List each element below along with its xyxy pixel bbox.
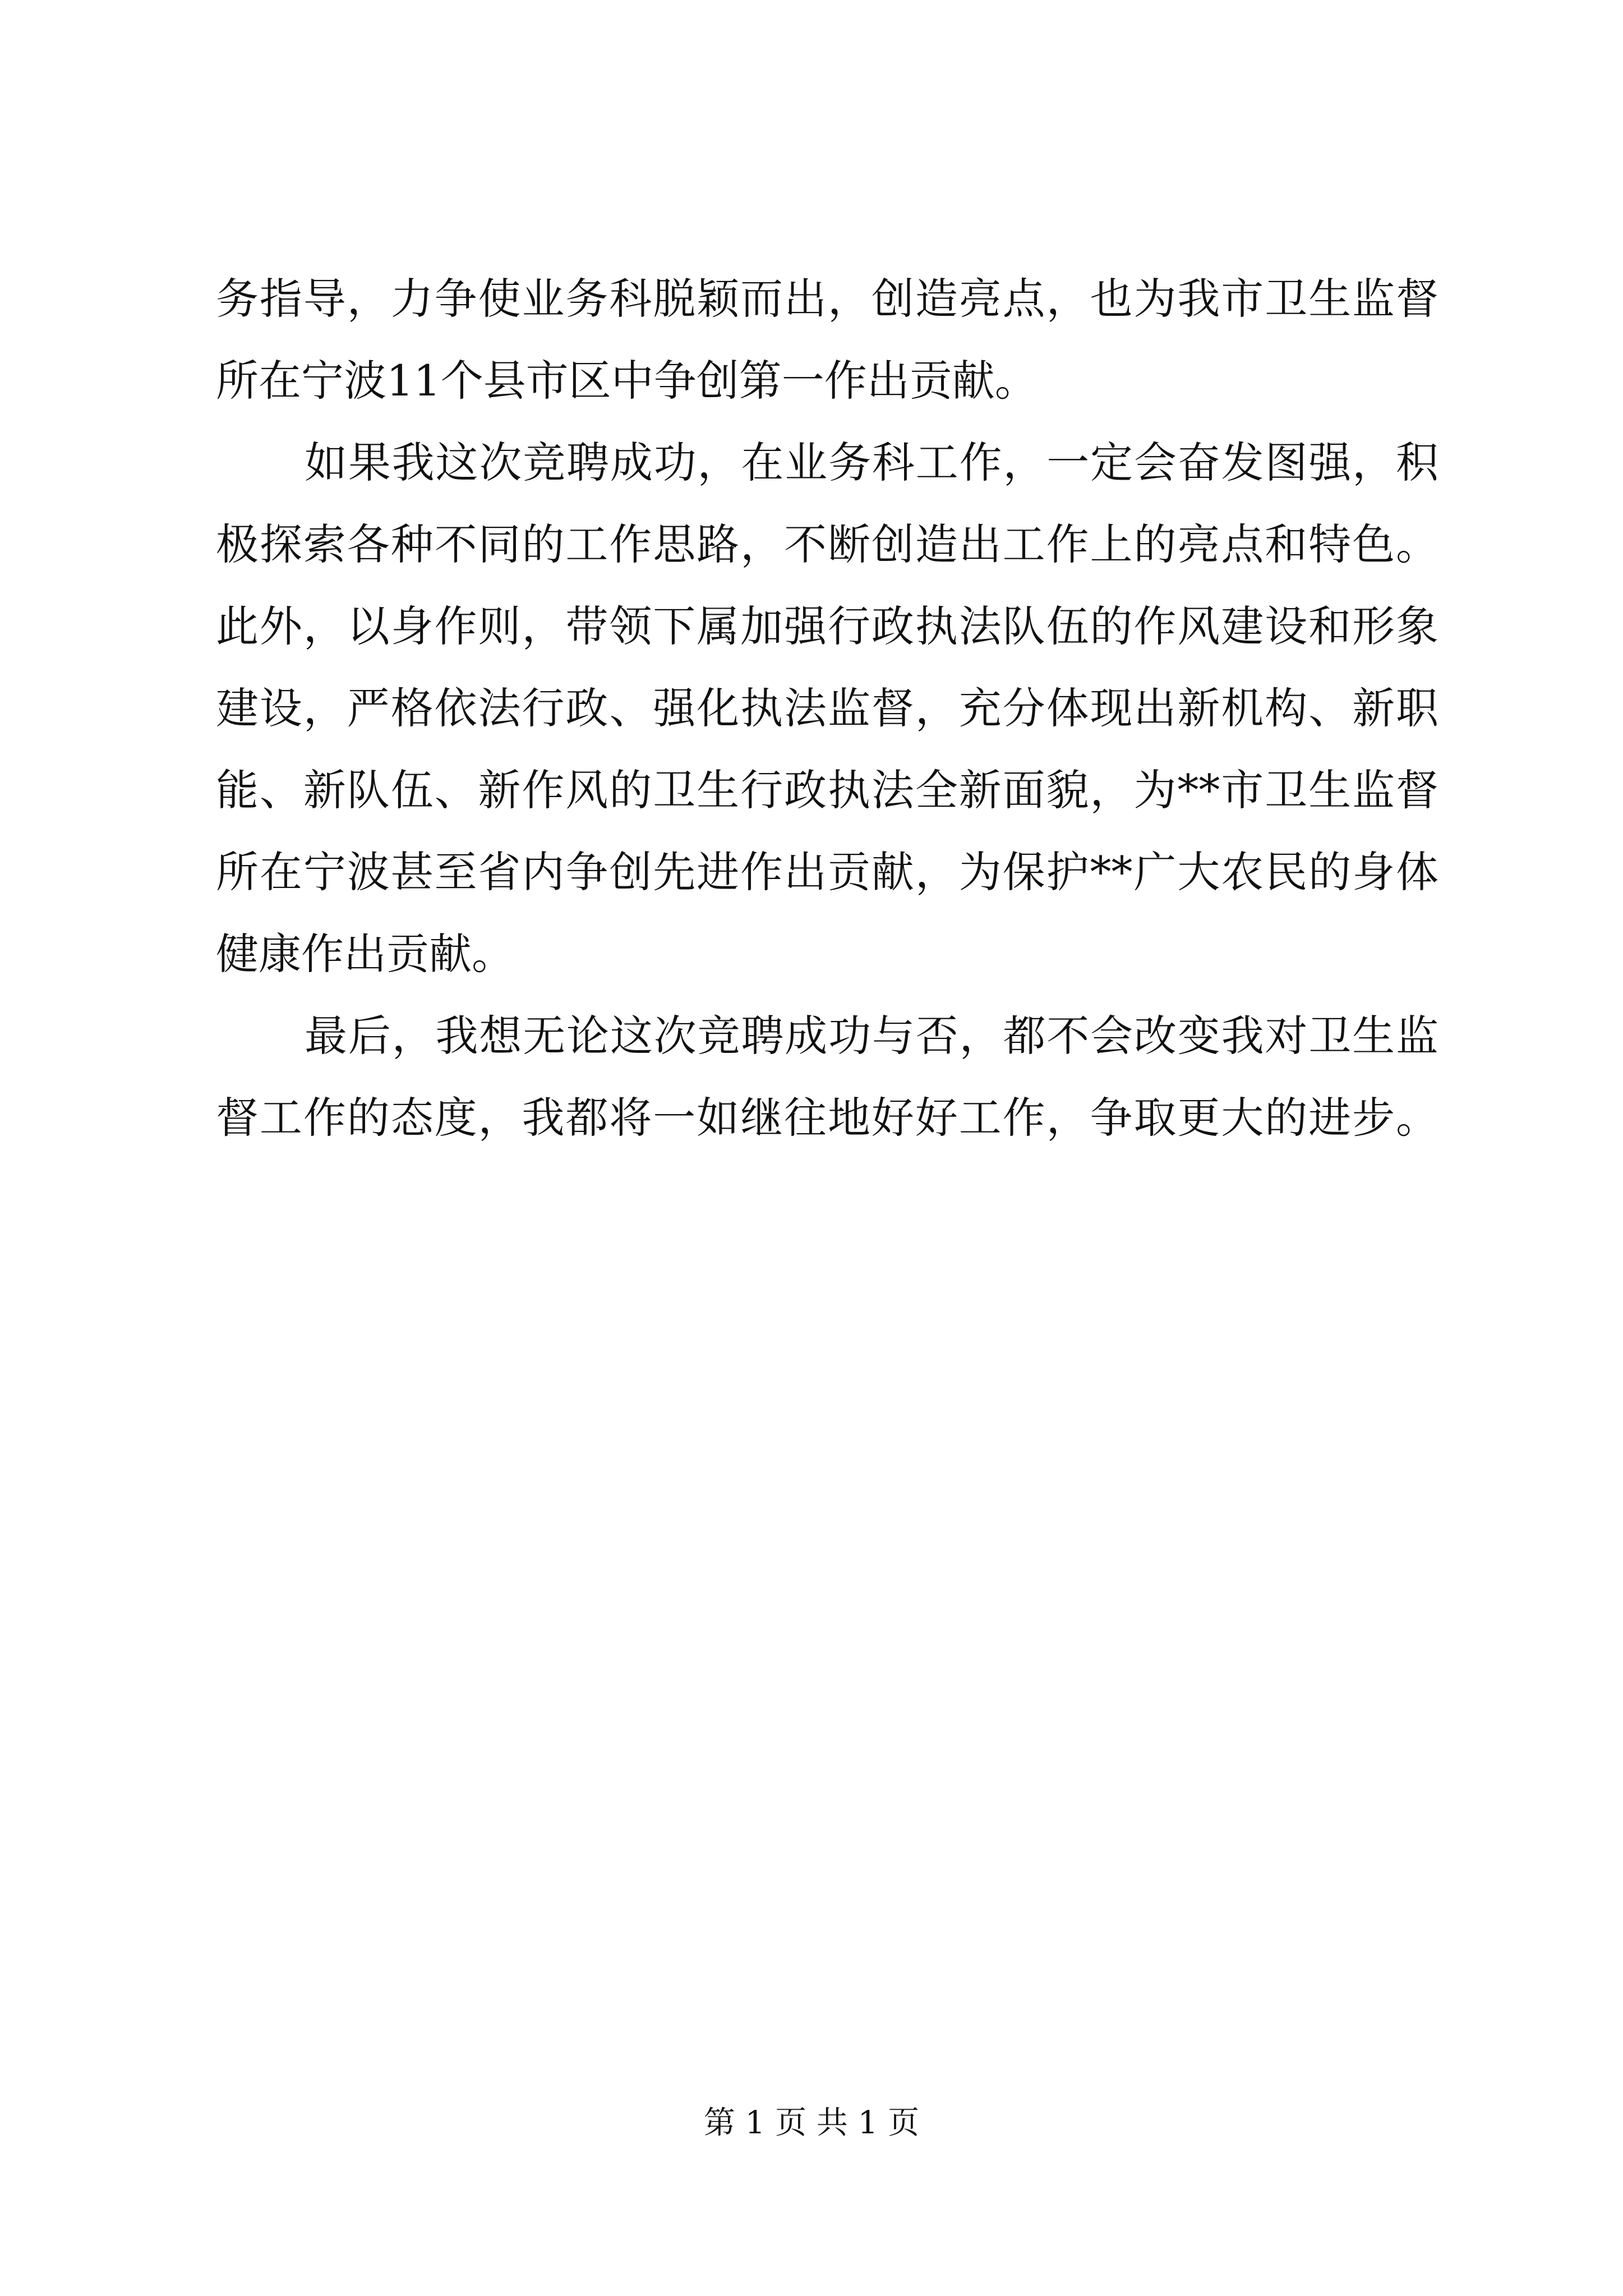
paragraph-line: 所在宁波甚至省内争创先进作出贡献，为保护**广大农民的身体 <box>216 847 1438 897</box>
paragraph-line: 务指导，力争使业务科脱颖而出，创造亮点，也为我市卫生监督 <box>216 274 1438 324</box>
paragraph-line: 建设，严格依法行政、强化执法监督，充分体现出新机构、新职 <box>216 683 1438 733</box>
paragraph-3 <box>216 995 1438 1159</box>
paragraph-line: 所在宁波11个县市区中争创第一作出贡献。 <box>216 356 1038 406</box>
paragraph-line: 能、新队伍、新作风的卫生行政执法全新面貌，为**市卫生监督 <box>216 765 1438 815</box>
paragraph-line: 最后，我想无论这次竞聘成功与否，都不会改变我对卫生监 <box>305 1011 1438 1061</box>
paragraph-line: 极探索各种不同的工作思路，不断创造出工作上的亮点和特色。 <box>216 519 1438 569</box>
paragraph-2 <box>216 422 1438 995</box>
paragraph-line: 督工作的态度，我都将一如继往地好好工作，争取更大的进步。 <box>216 1093 1438 1143</box>
paragraph-1 <box>216 258 1438 422</box>
document-body <box>216 258 1438 1159</box>
paragraph-line: 健康作出贡献。 <box>216 929 514 979</box>
paragraph-line: 如果我这次竞聘成功，在业务科工作，一定会奋发图强，积 <box>305 438 1438 487</box>
paragraph-line: 此外，以身作则，带领下属加强行政执法队伍的作风建设和形象 <box>216 601 1438 651</box>
page-footer: 第 1 页 共 1 页 <box>703 2105 920 2141</box>
